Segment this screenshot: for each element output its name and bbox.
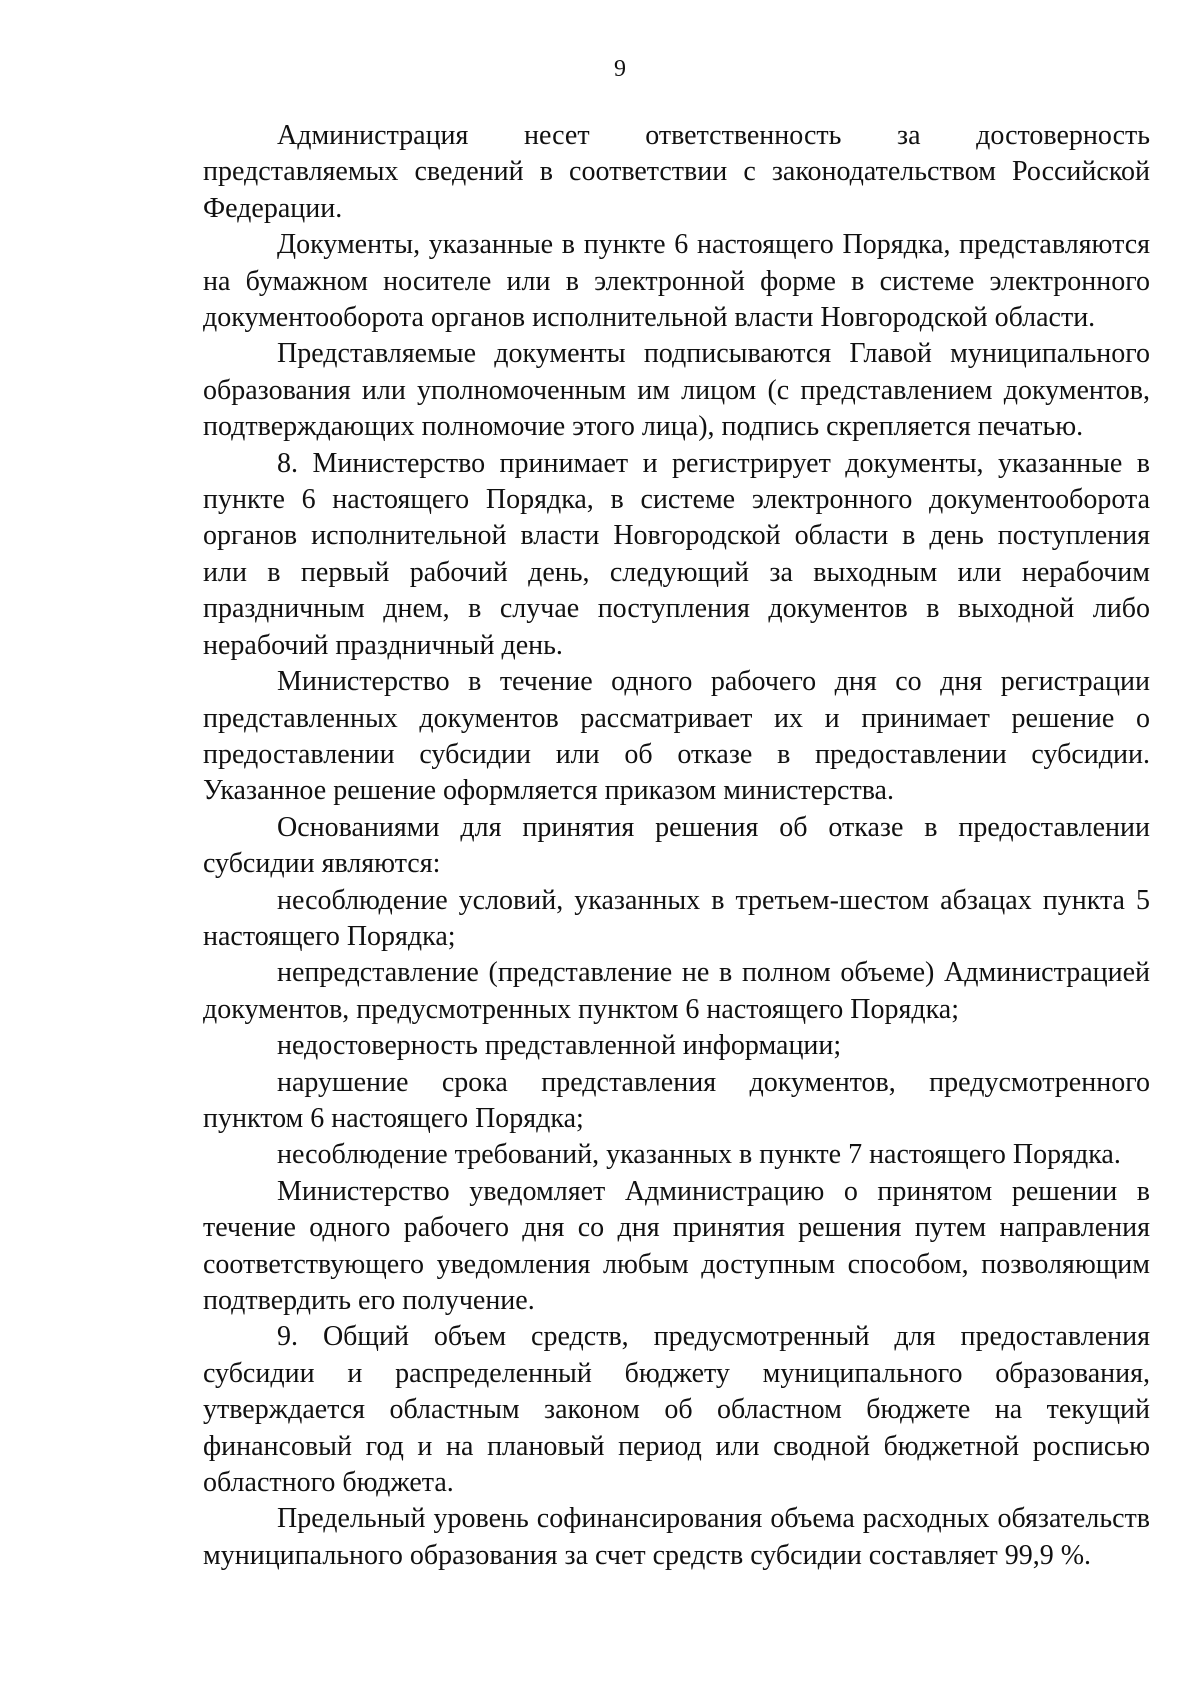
paragraph-documents-form: Документы, указанные в пункте 6 настоящего Порядка, представляются на бумажном носителе или в электронной форме в системе электронного документооборота органов исполнительной власти Новгородской области. [203, 229, 1150, 334]
paragraph-ground-deadline: нарушение срока представления документов, предусмотренного пунктом 6 настоящего Порядка; [203, 1066, 1150, 1134]
paragraph-notification: Министерство уведомляет Администрацию о принятом решении в течение одного рабочего дня со дня принятия решения путем направления соответствующего уведомления любым доступным способом, позволяющим подтвердить его получение. [203, 1175, 1150, 1316]
paragraph-ground-conditions: несоблюдение условий, указанных в третьем-шестом абзацах пункта 5 настоящего Порядка; [203, 884, 1150, 952]
document-body [203, 118, 1150, 1574]
paragraph-documents-signature: Представляемые документы подписываются Главой муниципального образования или уполномоченным им лицом (с представлением документов, подтверждающих полномочие этого лица), подпись скрепляется печатью. [203, 338, 1150, 443]
paragraph-ground-requirements: несоблюдение требований, указанных в пункте 7 настоящего Порядка. [277, 1139, 1121, 1171]
paragraph-decision: Министерство в течение одного рабочего дня со дня регистрации представленных документов рассматривает их и принимает решение о предоставлении субсидии или об отказе в предоставлении субсидии. Указанное решение оформляется приказом министерства. [203, 666, 1150, 807]
paragraph-ground-missing-documents: непредставление (представление не в полном объеме) Администрацией документов, предусмотренных пунктом 6 настоящего Порядка; [203, 957, 1150, 1025]
paragraph-responsibility: Администрация несет ответственность за достоверность представляемых сведений в соответствии с законодательством Российской Федерации. [203, 120, 1150, 224]
paragraph-refusal-grounds: Основаниями для принятия решения об отказе в предоставлении субсидии являются: [203, 811, 1150, 880]
page-number: 9 [614, 56, 626, 82]
paragraph-clause-8-registration: 8. Министерство принимает и регистрирует документы, указанные в пункте 6 настоящего Порядка, в системе электронного документооборота органов исполнительной власти Новгородской области в день поступления или в первый рабочий день, следующий за выходным или нерабочим праздничным днем, в случае поступления документов в выходной либо нерабочий праздничный день. [203, 447, 1150, 661]
paragraph-clause-9-funding: 9. Общий объем средств, предусмотренный для предоставления субсидии и распределенный бюджету муниципального образования, утверждается областным законом об областном бюджете на текущий финансовый год и на плановый период или сводной бюджетной росписью областного бюджета. [203, 1321, 1150, 1499]
paragraph-ground-unreliable-info: недостоверность представленной информации; [277, 1030, 842, 1062]
paragraph-cofinancing-level: Предельный уровень софинансирования объема расходных обязательств муниципального образования за счет средств субсидии составляет 99,9 %. [203, 1503, 1150, 1571]
